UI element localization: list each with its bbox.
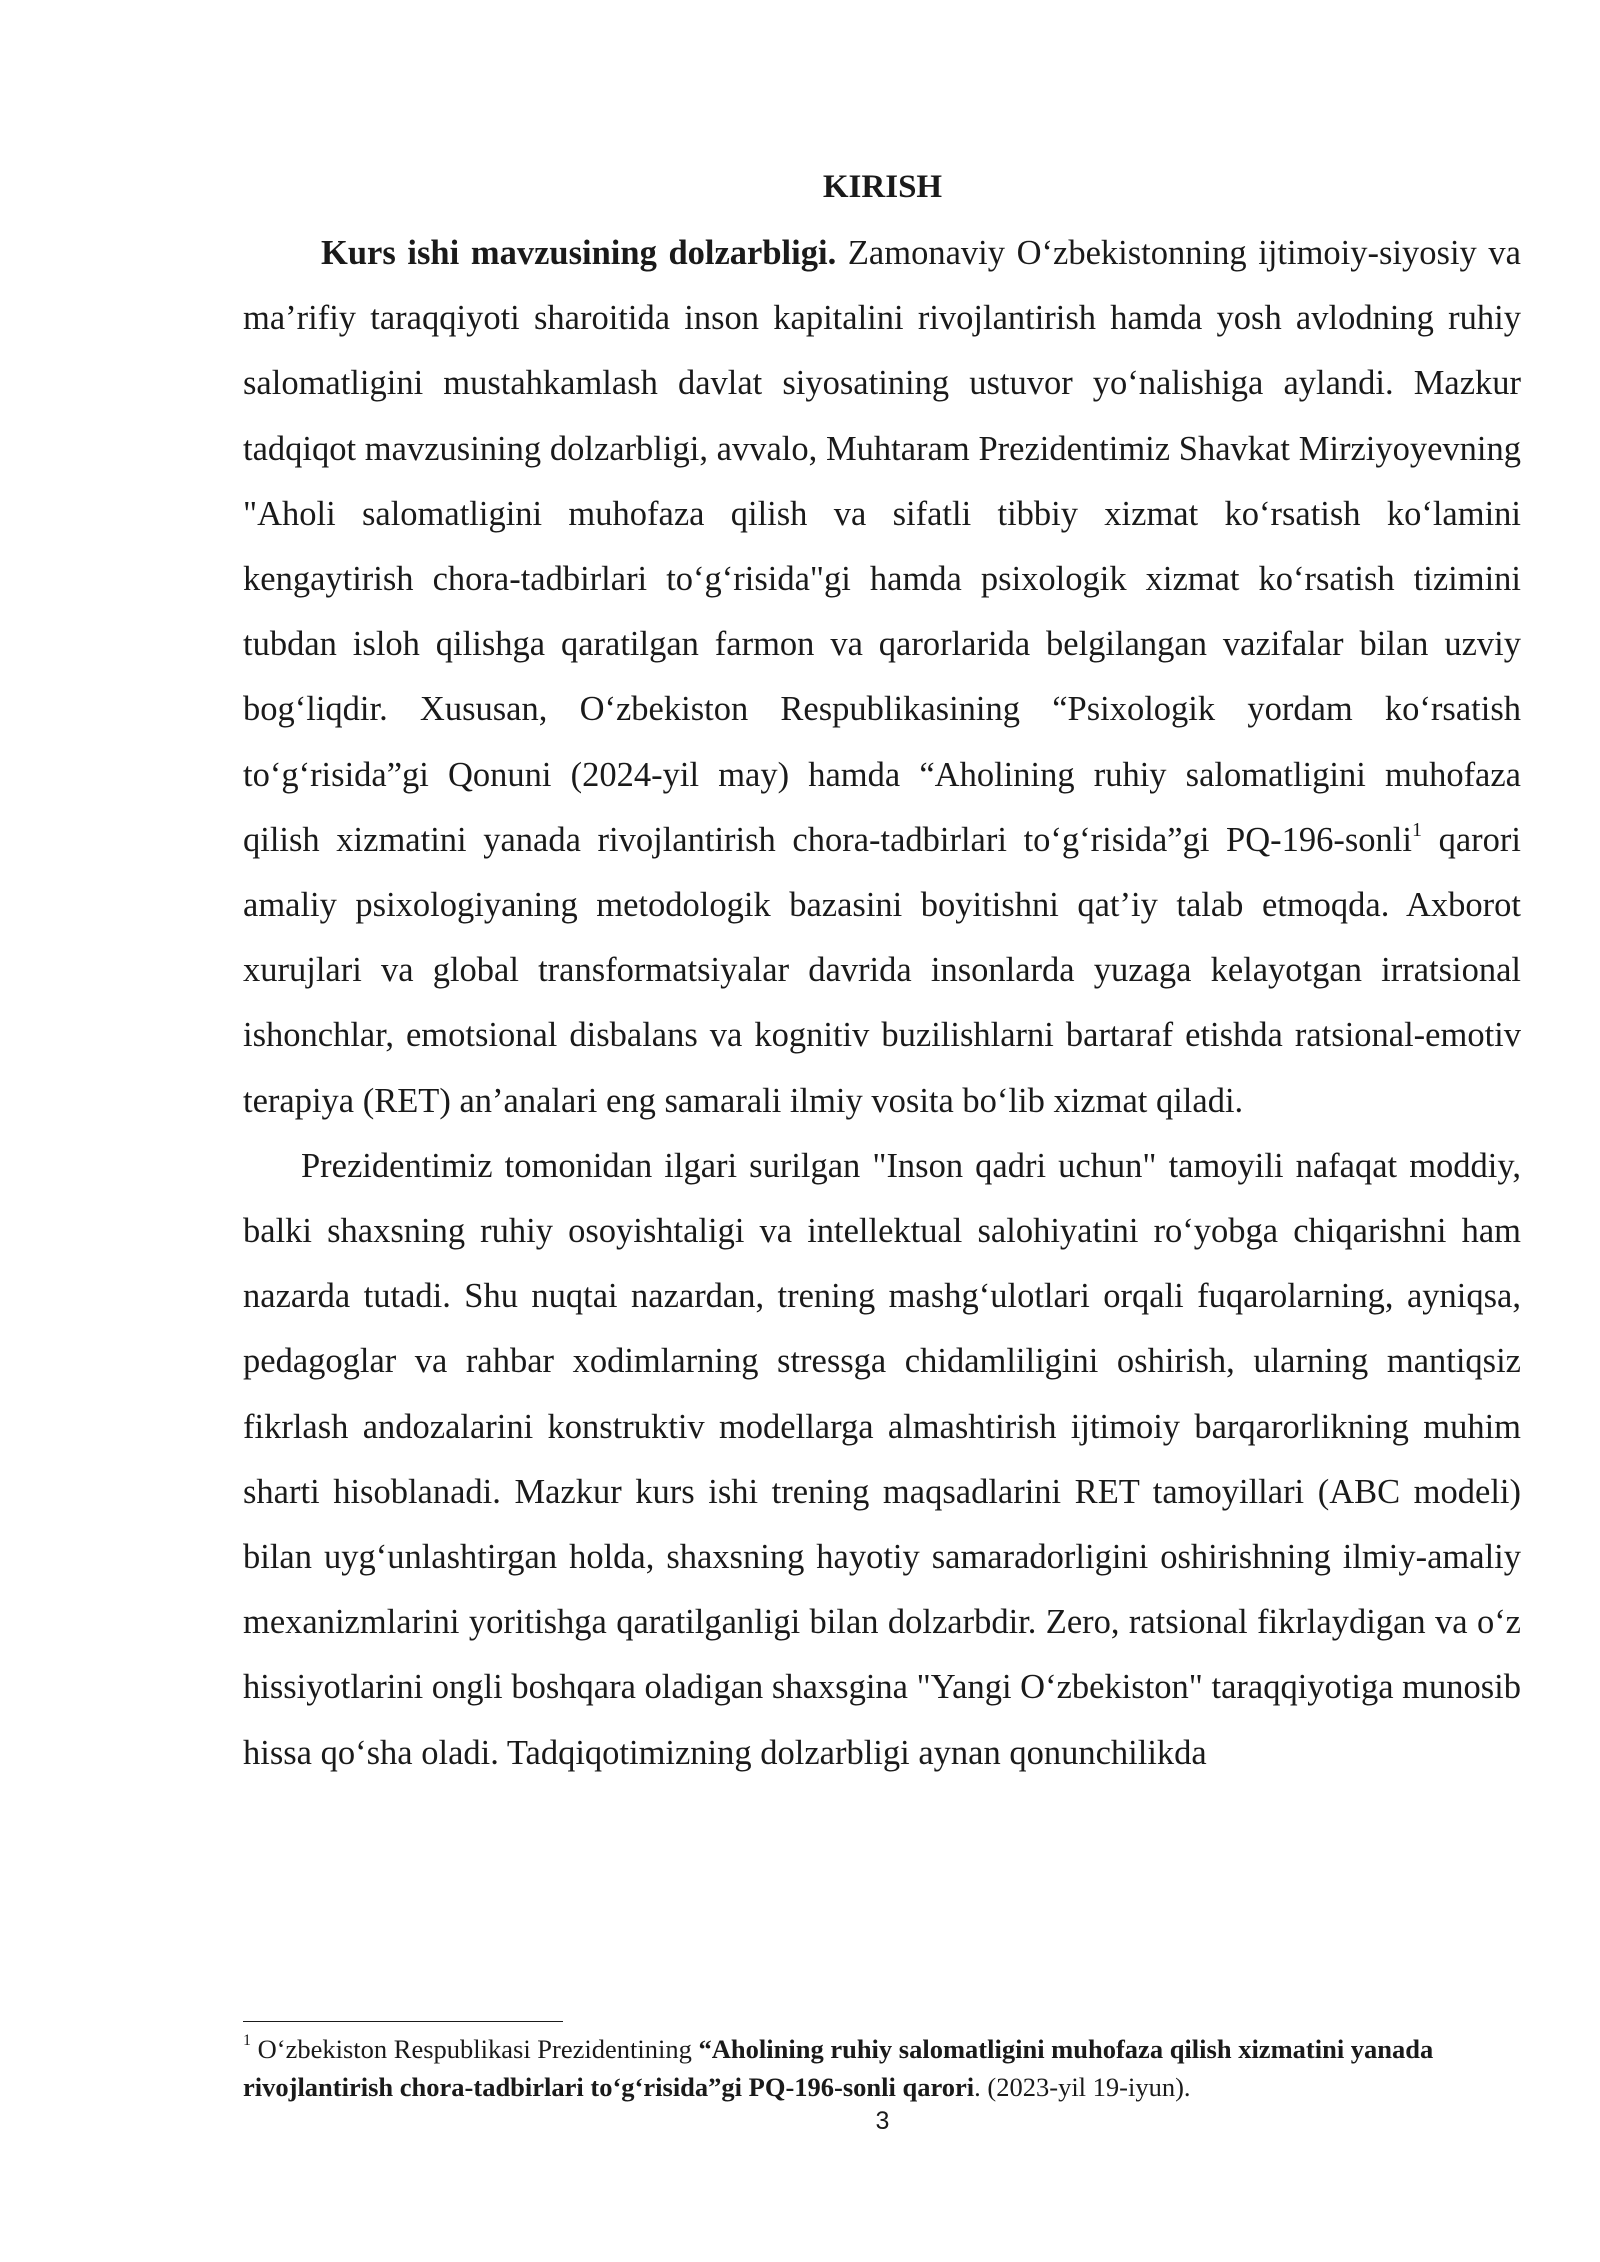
section-heading: KIRISH bbox=[822, 169, 943, 205]
paragraph-text-continued: qarori amaliy psixologiyaning metodologik bazasini boyitishni qat’iy talab etmoqda. Axborot xurujlari va global transformatsiyalar davrida insonlarda yuzaga kelayotgan irratsional ishonchlar, emotsional disbalans va kognitiv buzilishlarni bartaraf etishda ratsional-emotiv terapiya (RET) an’analari eng samarali ilmiy vosita bo‘lib xizmat qiladi. bbox=[243, 820, 1521, 1120]
footnote-reference[interactable]: 1 bbox=[1411, 819, 1422, 842]
footnote-separator bbox=[243, 2021, 563, 2022]
paragraph-relevance bbox=[243, 221, 1521, 1134]
footnote-marker: 1 bbox=[243, 2032, 251, 2050]
paragraph-text: Zamonaviy O‘zbekistonning ijtimoiy-siyosiy va ma’rifiy taraqqiyoti sharoitida inson kapitalini rivojlantirish hamda yosh avlodning ruhiy salomatligini mustahkamlash davlat siyosatining ustuvor yo‘nalishiga aylandi. Mazkur tadqiqot mavzusining dolzarbligi, avvalo, Muhtaram Prezidentimiz Shavkat Mirziyoyevning "Aholi salomatligini muhofaza qilish va sifatli tibbiy xizmat ko‘rsatish ko‘lamini kengaytirish chora-tadbirlari to‘g‘risida"gi hamda psixologik xizmat ko‘rsatish tizimini tubdan isloh qilishga qaratilgan farmon va qarorlarida belgilangan vazifalar bilan uzviy bog‘liqdir. Xususan, O‘zbekiston Respublikasining “Psixologik yordam ko‘rsatish to‘g‘risida”gi Qonuni (2024-yil may) hamda “Aholining ruhiy salomatligini muhofaza qilish xizmatini yanada rivojlantirish chora-tadbirlari to‘g‘risida”gi PQ-196-sonli bbox=[243, 234, 1521, 859]
body-text bbox=[243, 221, 1521, 1786]
paragraph-lead: Kurs ishi mavzusining dolzarbligi. bbox=[321, 234, 837, 272]
footnote-text: O‘zbekiston Respublikasi Prezidentining bbox=[251, 2034, 699, 2064]
footnote-title: “Aholining ruhiy salomatligini muhofaza qilish xizmatini yanada rivojlantirish chora-tadbirlari to‘g‘risida”gi PQ-196-sonli qarori bbox=[243, 2034, 1434, 2102]
page-number: 3 bbox=[875, 2107, 890, 2135]
footnote-date: . (2023-yil 19-iyun). bbox=[974, 2072, 1191, 2102]
footnote bbox=[243, 2030, 1521, 2106]
paragraph-second: Prezidentimiz tomonidan ilgari surilgan "Inson qadri uchun" tamoyili nafaqat moddiy, balki shaxsning ruhiy osoyishtaligi va intellektual salohiyatini ro‘yobga chiqarishni ham nazarda tutadi. Shu nuqtai nazardan, trening mashg‘ulotlari orqali fuqarolarning, ayniqsa, pedagoglar va rahbar xodimlarning stressga chidamliligini oshirish, ularning mantiqsiz fikrlash andozalarini konstruktiv modellarga almashtirish ijtimoiy barqarorlikning muhim sharti hisoblanadi. Mazkur kurs ishi trening maqsadlarini RET tamoyillari (ABC modeli) bilan uyg‘unlashtirgan holda, shaxsning hayotiy samaradorligini oshirishning ilmiy-amaliy mexanizmlarini yoritishga qaratilganligi bilan dolzarbdir. Zero, ratsional fikrlaydigan va o‘z hissiyotlarini ongli boshqara oladigan shaxsgina "Yangi O‘zbekiston" taraqqiyotiga munosib hissa qo‘sha oladi. Tadqiqotimizning dolzarbligi aynan qonunchilikda bbox=[243, 1146, 1521, 1772]
